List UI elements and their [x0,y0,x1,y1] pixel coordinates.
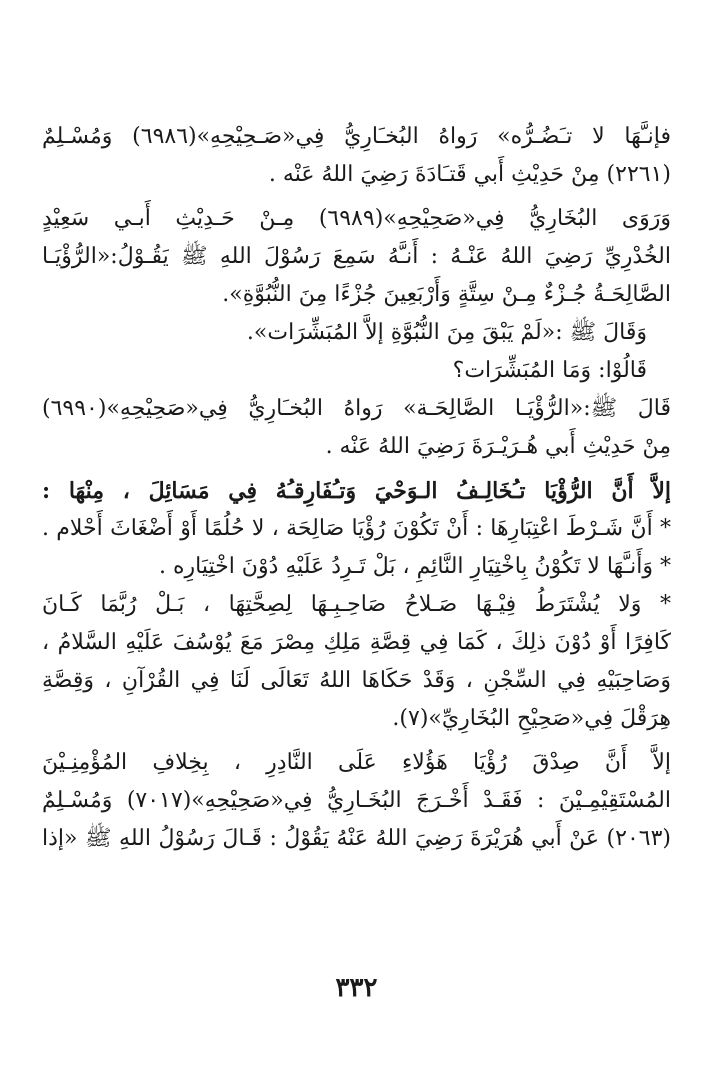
text-line: كَافِرًا أَوْ دُوْنَ ذلِكَ ، كَمَا فِي قِصَّةِ مَلِكِ مِصْرَ مَعَ يُوْسُفَ عَلَيْهِ السَّلامُ ، [42,630,671,655]
text-line: وَصَاحِبَيْهِ فِي السِّجْنِ ، وَقَدْ حَكَاهَا اللهُ تَعَالَى لَنَا فِي القُرْآنِ ، وَقِصَّةِ [42,668,671,693]
text-line: قَالُوْا: وَمَا المُبَشِّرَات؟ [452,358,647,383]
text-line: هِرَقْلَ فِي«صَحِيْحِ البُخَارِيِّ»(٧). [392,706,671,731]
section-heading: إلاَّ أَنَّ الرُّؤْيَا تـُخَالِـفُ الـوَحْيَ وَتـُفَارِقـُهُ فِي مَسَائِلَ ، مِنْهَا : [42,478,671,504]
text-line: إلاَّ أَنَّ صِدْقَ رُؤْيَا هَؤُلاءِ عَلَى النَّادِرِ ، بِخِلافِ المُؤْمِنِـيْنَ [42,750,671,775]
page-number: ٣٣٢ [335,973,378,1003]
text-line: (٢٢٦١) مِنْ حَدِيْثِ أَبي قَتـَادَةَ رَضِيَ اللهُ عَنْه . [268,162,671,187]
text-line: مِنْ حَدِيْثِ أَبي هُـرَيْـرَةَ رَضِيَ اللهُ عَنْه . [325,434,671,459]
bullet-item: * وَلا يُشْتَرَطُ فِيْـهَا صَـلاحُ صَاحِـبِـهَا لِصِحَّتِهَا ، بَـلْ رُبَّمَا كَـانَ [42,592,671,617]
bullet-item: * وَأَنـَّهَا لا تَكُوْنُ بِاخْتِيَارِ النَّائِمِ ، بَلْ تَـرِدُ عَلَيْهِ دُوْنَ اخْتِيَارِه . [158,554,671,579]
text-line: الصَّالِحَـةُ جُـزْءٌ مِـنْ سِتَّةٍ وَأَرْبَعِينَ جُزْءًا مِنَ النُّبُوَّةِ». [222,282,671,307]
text-line: المُسْتَقِيْمِـيْنَ : فَقَـدْ أَخْـرَجَ البُخَـارِيُّ فِي«صَحِيْحِهِ»(٧٠١٧) وَمُسْـلِمٌ [42,788,671,813]
text-line: الخُدْرِيِّ رَضِيَ اللهُ عَنْـهُ : أَنـَّهُ سَمِعَ رَسُوْلَ اللهِ ﷺ يَقُـوْلُ:«الرُّؤْيَـا [42,244,671,269]
page-body [42,118,671,858]
text-line: وَقَالَ ﷺ :«لَمْ يَبْقَ مِنَ النُّبُوَّةِ إلاَّ المُبَشِّرَات». [246,320,647,345]
text-line: فإنـَّهَا لا تـَضُـرُّه» رَواهُ البُخـَارِيُّ فِي«صَـحِيْحِهِ»(٦٩٨٦) وَمُسْـلِمٌ [42,124,671,149]
text-line: قَالَ ﷺ:«الرُّؤْيَـا الصَّالِحَـة» رَواهُ البُخـَارِيُّ فِي«صَحِيْحِهِ»(٦٩٩٠) [42,396,671,421]
text-line: وَرَوَى البُخَارِيُّ فِي«صَحِيْحِهِ»(٦٩٨٩) مِـنْ حَـدِيْثِ أَبـي سَعِيْدٍ [42,206,671,231]
bullet-item: * أَنَّ شَـرْطَ اعْتِبَارِهَا : أَنْ تَكُوْنَ رُؤْيَا صَالِحَة ، لا حُلُمًا أَوْ أَضْغَاثَ أَحْلام . [42,516,671,541]
text-line: (٢٠٦٣) عَنْ أَبي هُرَيْرَةَ رَضِيَ اللهُ عَنْهُ يَقُوْلُ : قَـالَ رَسُوْلُ اللهِ ﷺ «إذا [42,826,671,851]
